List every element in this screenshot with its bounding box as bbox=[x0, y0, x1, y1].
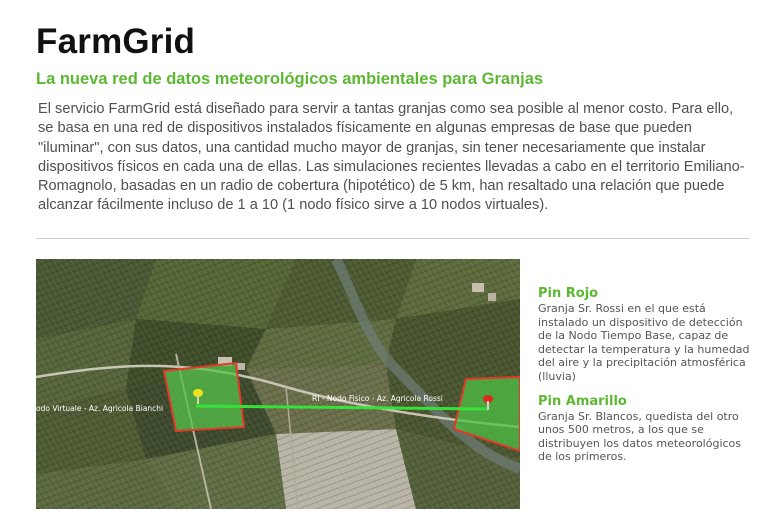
yellow-pin-description: Granja Sr. Blancos, quedista del otro unos 500 metros, a los que se distribuyen los datos meteorológicos de los primeros. bbox=[538, 409, 742, 464]
intro-paragraph: El servicio FarmGrid está diseñado para servir a tantas granjas como sea posible al menor costo. Para ello, se basa en una red de dispositivos instalados físicamente en algunas empresas de base que pueden "iluminar", con sus datos, una cantidad mucho mayor de granjas, sin tener necesariamente que instalar dispositivos físicos en cada una de ellas. Las simulaciones recientes llevadas a cabo en el territorio Emiliano-Romagnolo, basadas en un radio de cobertura (hipotético) de 5 km, han resaltado una relación que puede alcanzar fácilmente incluso de 1 a 10 (1 nodo físico sirve a 10 nodos virtuales). bbox=[38, 101, 745, 214]
virtual-farm-field bbox=[164, 363, 244, 431]
pin-legend bbox=[538, 286, 750, 464]
page-title: FarmGrid bbox=[36, 22, 196, 61]
satellite-map bbox=[36, 259, 520, 509]
red-pin-title: Pin Rojo bbox=[538, 286, 599, 301]
virtual-node-label: odo Virtuale - Az. Agricola Bianchi bbox=[36, 404, 164, 413]
physical-node-label: RI - Nodo Fisico - Az. Agricola Rossi bbox=[312, 394, 443, 403]
map-svg bbox=[36, 259, 520, 509]
yellow-pin-title: Pin Amarillo bbox=[538, 393, 627, 409]
section-divider bbox=[36, 238, 750, 239]
building bbox=[488, 293, 496, 301]
building bbox=[472, 283, 484, 292]
red-pin-description: Granja Sr. Rossi en el que está instalado un dispositivo de detección de la Nodo Tiempo Base, capaz de detectar la temperatura y la humedad del aire y la precipitación atmosférica (lluvia) bbox=[538, 302, 750, 383]
page-subtitle: La nueva red de datos meteorológicos ambientales para Granjas bbox=[36, 70, 544, 88]
